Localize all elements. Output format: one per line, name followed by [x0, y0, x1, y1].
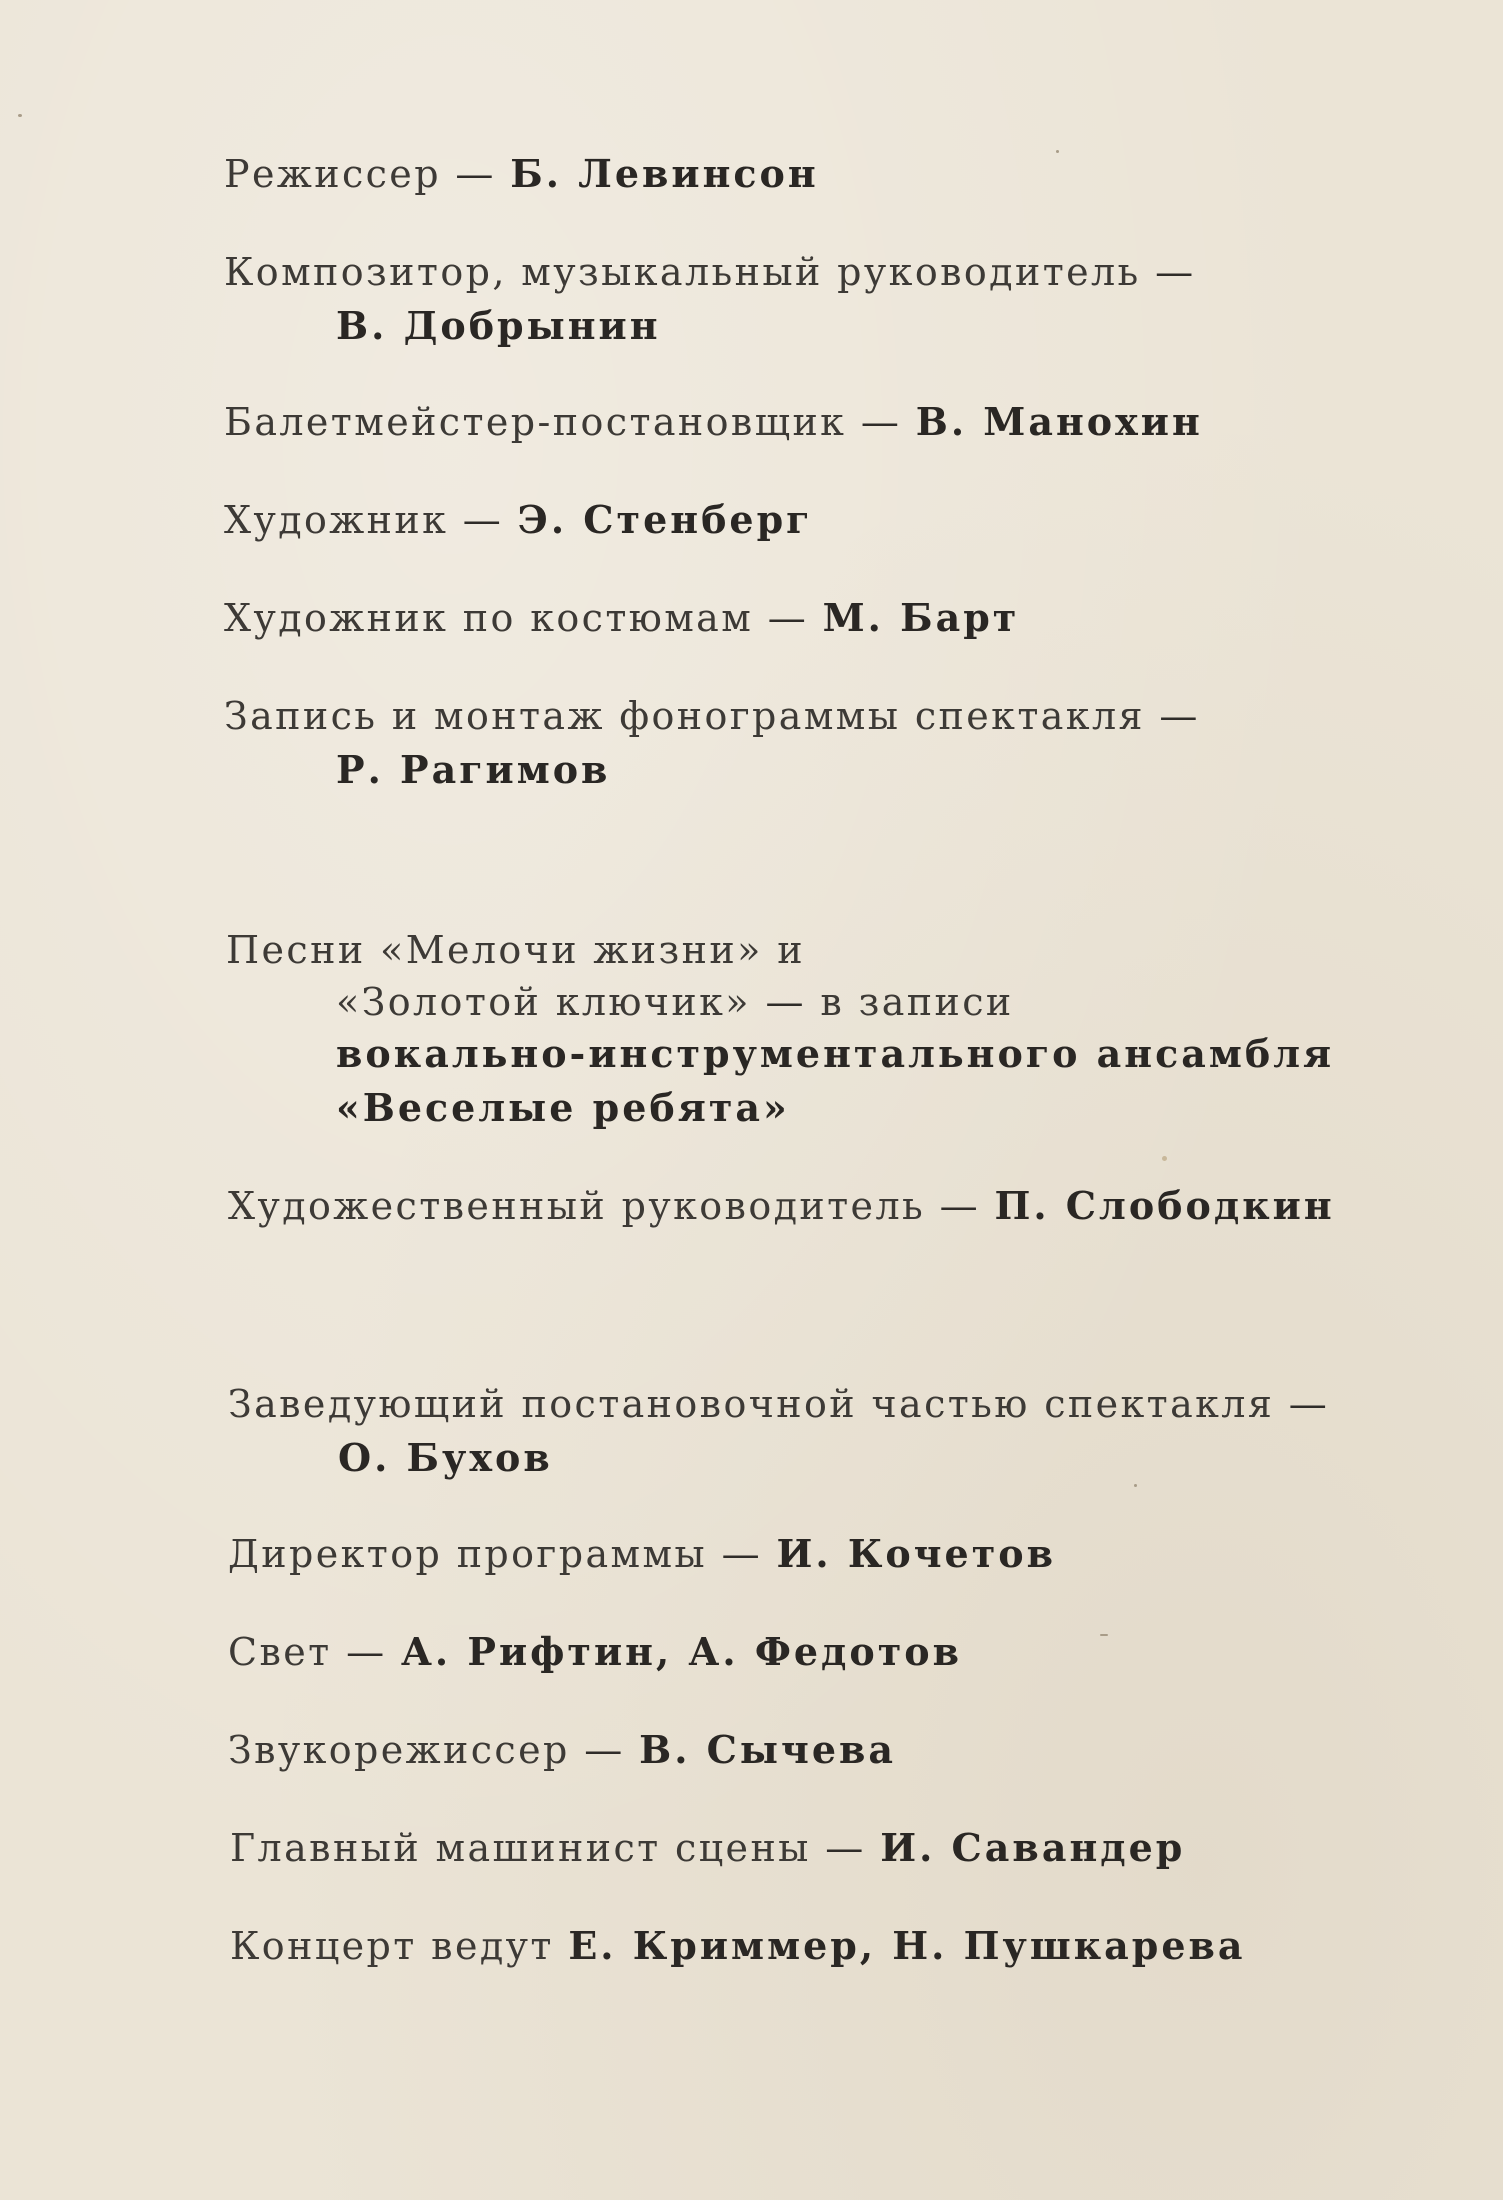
ensemble-name: «Веселые ребята»: [336, 1085, 790, 1130]
credit-name: А. Рифтин, А. Федотов: [400, 1629, 963, 1674]
ensemble-description: вокально-инструментального ансамбля: [336, 1031, 1335, 1076]
credit-name: Б. Левинсон: [510, 151, 819, 196]
credit-name: В. Сычева: [639, 1727, 897, 1772]
credit-name: Е. Криммер, Н. Пушкарева: [568, 1923, 1246, 1968]
credit-dash: —: [455, 152, 496, 196]
credit-name: П. Слободкин: [994, 1183, 1335, 1228]
credit-dash: —: [462, 498, 504, 542]
credit-dash: —: [1159, 694, 1200, 738]
credit-dash: —: [1288, 1382, 1330, 1426]
songs-line-3: [336, 1030, 1334, 1078]
credit-name: Р. Рагимов: [336, 747, 611, 792]
credit-dash: —: [825, 1826, 866, 1870]
credit-dash: —: [584, 1728, 625, 1772]
credit-dash: —: [721, 1532, 762, 1576]
credit-name: В. Манохин: [915, 399, 1203, 444]
credit-composer-name: [336, 302, 661, 350]
paper-speck: [1100, 1634, 1108, 1636]
credit-soundtrack: [224, 692, 1200, 740]
paper-speck: [1056, 150, 1059, 153]
credit-choreographer: [224, 398, 1203, 446]
credit-name: О. Бухов: [338, 1435, 553, 1480]
songs-line-4: [336, 1084, 790, 1132]
credit-role: Заведующий постановочной частью спектакля: [228, 1382, 1275, 1426]
credit-role: Концерт ведут: [230, 1924, 554, 1968]
paper-speck: [1162, 1156, 1167, 1161]
credit-stage-machinist: [230, 1824, 1185, 1872]
credit-art-director: [228, 1182, 1335, 1230]
credit-production-head-name: [338, 1434, 553, 1482]
credit-hosts: [230, 1922, 1246, 1970]
credit-dash: —: [939, 1184, 980, 1228]
credit-role: Свет: [228, 1630, 332, 1674]
credit-dash: —: [346, 1630, 387, 1674]
credit-role: Балетмейстер-постановщик: [224, 400, 847, 444]
credit-role: Директор программы: [228, 1532, 708, 1576]
credit-name: Э. Стенберг: [517, 497, 813, 542]
credit-composer: [224, 248, 1196, 296]
paper-speck: [1134, 1484, 1137, 1487]
songs-line-2: «Золотой ключик» — в записи: [336, 980, 1014, 1024]
credit-production-head: [228, 1380, 1329, 1428]
credit-soundtrack-name: [336, 746, 610, 794]
paper-speck: [18, 114, 22, 117]
credit-role: Звукорежиссер: [228, 1728, 570, 1772]
song-title: «Золотой ключик»: [336, 980, 751, 1024]
credit-costume-artist: [224, 594, 1019, 642]
credit-dash: —: [1155, 250, 1196, 294]
credit-director: [224, 150, 819, 198]
credit-role: Художник по костюмам: [224, 596, 754, 640]
credit-name: М. Барт: [822, 595, 1020, 640]
credit-dash: —: [860, 400, 902, 444]
credit-program-director: [228, 1530, 1056, 1578]
credit-artist: [224, 496, 812, 544]
credit-role: Композитор, музыкальный руководитель: [224, 250, 1141, 294]
credit-name: И. Савандер: [880, 1825, 1186, 1870]
credit-role: Художественный руководитель: [228, 1184, 926, 1228]
credit-role: Запись и монтаж фонограммы спектакля: [224, 694, 1145, 738]
credit-dash: —: [765, 980, 806, 1024]
credit-name: В. Добрынин: [336, 303, 661, 348]
credit-lighting: [228, 1628, 962, 1676]
credit-sound-engineer: [228, 1726, 896, 1774]
credit-role: Главный машинист сцены: [230, 1826, 811, 1870]
credit-role: Художник: [224, 498, 449, 542]
songs-line-1: Песни «Мелочи жизни» и: [226, 928, 805, 972]
credit-name: И. Кочетов: [776, 1531, 1057, 1576]
credit-dash: —: [767, 596, 809, 640]
credit-role: Режиссер: [224, 152, 441, 196]
